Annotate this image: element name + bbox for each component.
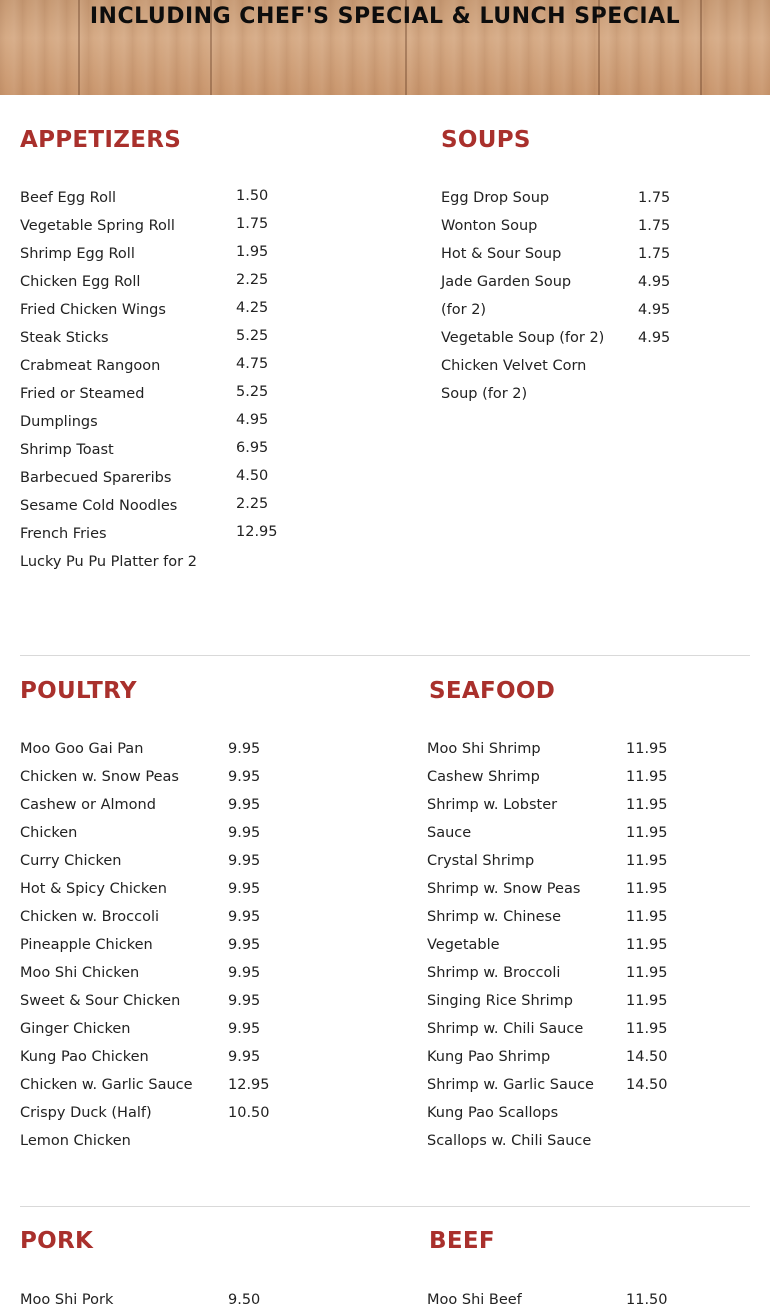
menu-item-name: Cashew or Almond (20, 797, 156, 813)
section-title-pork: PORK (20, 1228, 94, 1254)
menu-item-price: 4.95 (638, 274, 671, 290)
menu-item-name: Shrimp w. Garlic Sauce (427, 1077, 594, 1093)
menu-item-name: Fried or Steamed (20, 386, 145, 402)
menu-item-name: (for 2) (441, 302, 487, 318)
menu-item-name: Ginger Chicken (20, 1021, 131, 1037)
menu-item-name: Kung Pao Shrimp (427, 1049, 551, 1065)
menu-item-price: 9.95 (228, 1049, 261, 1065)
pork-items (20, 1286, 113, 1314)
seafood-items (427, 735, 594, 1155)
menu-item-name: Shrimp Egg Roll (20, 246, 135, 262)
menu-item-price: 9.95 (228, 965, 261, 981)
menu-item-name: Kung Pao Chicken (20, 1049, 149, 1065)
menu-item-name: Crispy Duck (Half) (20, 1105, 152, 1121)
menu-item-price: 1.75 (236, 216, 269, 232)
section-title-seafood: SEAFOOD (429, 678, 556, 704)
seafood-prices (626, 735, 668, 1099)
menu-item-price: 14.50 (626, 1077, 668, 1093)
menu-item-price: 11.95 (626, 881, 668, 897)
menu-item-price: 4.50 (236, 468, 269, 484)
menu-item-price: 9.95 (228, 1021, 261, 1037)
menu-item-price: 11.95 (626, 909, 668, 925)
menu-item-name: Moo Shi Pork (20, 1292, 114, 1308)
menu-item-price: 9.95 (228, 741, 261, 757)
menu-item-price: 12.95 (236, 524, 278, 540)
menu-item-price: 14.50 (626, 1049, 668, 1065)
menu-item-price: 1.95 (236, 244, 269, 260)
menu-item-name: Vegetable Soup (for 2) (441, 330, 605, 346)
menu-item-name: Cashew Shrimp (427, 769, 540, 785)
menu-item-name: Chicken w. Snow Peas (20, 769, 179, 785)
menu-item-price: 11.50 (626, 1292, 668, 1308)
menu-item-name: Vegetable Spring Roll (20, 218, 175, 234)
menu-item-name: Moo Goo Gai Pan (20, 741, 144, 757)
soups-items (441, 184, 604, 408)
menu-item-name: Shrimp w. Lobster (427, 797, 558, 813)
menu-item-price: 5.25 (236, 328, 269, 344)
menu-item-price: 11.95 (626, 797, 668, 813)
menu-item-price: 9.95 (228, 853, 261, 869)
menu-item-name: Pineapple Chicken (20, 937, 153, 953)
menu-item-name: Egg Drop Soup (441, 190, 550, 206)
menu-item-price: 9.50 (228, 1292, 261, 1308)
menu-item-price: 9.95 (228, 825, 261, 841)
menu-item-price: 11.95 (626, 965, 668, 981)
section-title-poultry: POULTRY (20, 678, 137, 704)
menu-item-name: Jade Garden Soup (441, 274, 572, 290)
menu-item-name: Sauce (427, 825, 472, 841)
menu-item-name: Barbecued Spareribs (20, 470, 172, 486)
menu-item-price: 4.25 (236, 300, 269, 316)
menu-item-name: Shrimp w. Chili Sauce (427, 1021, 584, 1037)
menu-item-name: Moo Shi Shrimp (427, 741, 541, 757)
menu-item-price: 11.95 (626, 853, 668, 869)
menu-item-name: Singing Rice Shrimp (427, 993, 573, 1009)
menu-item-price: 1.75 (638, 190, 671, 206)
menu-item-name: Fried Chicken Wings (20, 302, 166, 318)
menu-item-name: Shrimp w. Broccoli (427, 965, 561, 981)
section-divider (20, 1206, 750, 1207)
menu-item-name: Chicken w. Garlic Sauce (20, 1077, 193, 1093)
menu-item-price: 11.95 (626, 993, 668, 1009)
beef-items (427, 1286, 522, 1314)
menu-item-price: 4.95 (638, 302, 671, 318)
menu-item-price: 9.95 (228, 881, 261, 897)
menu-item-price: 12.95 (228, 1077, 270, 1093)
section-divider (20, 655, 750, 656)
section-title-appetizers: APPETIZERS (20, 127, 182, 153)
beef-prices (626, 1286, 668, 1314)
menu-item-price: 11.95 (626, 825, 668, 841)
menu-item-price: 4.95 (638, 330, 671, 346)
menu-item-price: 11.95 (626, 769, 668, 785)
menu-item-price: 9.95 (228, 993, 261, 1009)
menu-item-price: 1.75 (638, 246, 671, 262)
menu-item-name: Wonton Soup (441, 218, 538, 234)
menu-item-name: Kung Pao Scallops (427, 1105, 559, 1121)
menu-item-name: Curry Chicken (20, 853, 122, 869)
menu-item-name: Shrimp w. Snow Peas (427, 881, 581, 897)
menu-item-price: 11.95 (626, 741, 668, 757)
poultry-prices (228, 735, 270, 1127)
menu-item-price: 2.25 (236, 496, 269, 512)
menu-item-name: Shrimp Toast (20, 442, 114, 458)
menu-item-price: 9.95 (228, 937, 261, 953)
pork-prices (228, 1286, 260, 1314)
menu-item-name: Lucky Pu Pu Platter for 2 (20, 554, 197, 570)
menu-item-name: Moo Shi Chicken (20, 965, 140, 981)
menu-item-name: Crystal Shrimp (427, 853, 535, 869)
poultry-items (20, 735, 193, 1155)
menu-item-price: 4.95 (236, 412, 269, 428)
appetizers-items (20, 184, 197, 576)
menu-item-name: Chicken Velvet Corn (441, 358, 587, 374)
menu-item-name: Shrimp w. Chinese (427, 909, 561, 925)
menu-item-price: 10.50 (228, 1105, 270, 1121)
soups-prices (638, 184, 670, 352)
menu-item-price: 9.95 (228, 797, 261, 813)
menu-item-name: Sweet & Sour Chicken (20, 993, 181, 1009)
menu-item-price: 11.95 (626, 1021, 668, 1037)
menu-item-name: Moo Shi Beef (427, 1292, 522, 1308)
wood-banner (0, 0, 770, 95)
section-title-soups: SOUPS (441, 127, 531, 153)
menu-item-price: 1.50 (236, 188, 269, 204)
menu-item-price: 1.75 (638, 218, 671, 234)
menu-item-name: Lemon Chicken (20, 1133, 131, 1149)
menu-item-name: Chicken (20, 825, 78, 841)
banner-title: INCLUDING CHEF'S SPECIAL & LUNCH SPECIAL (89, 4, 681, 29)
section-title-beef: BEEF (429, 1228, 495, 1254)
menu-item-name: Dumplings (20, 414, 98, 430)
menu-item-price: 11.95 (626, 937, 668, 953)
menu-item-name: Soup (for 2) (441, 386, 528, 402)
menu-item-price: 5.25 (236, 384, 269, 400)
menu-item-name: French Fries (20, 526, 107, 542)
menu-item-price: 9.95 (228, 769, 261, 785)
menu-item-name: Hot & Sour Soup (441, 246, 562, 262)
menu-item-name: Chicken Egg Roll (20, 274, 141, 290)
menu-item-price: 9.95 (228, 909, 261, 925)
menu-item-name: Scallops w. Chili Sauce (427, 1133, 592, 1149)
menu-item-name: Crabmeat Rangoon (20, 358, 161, 374)
menu-item-price: 4.75 (236, 356, 269, 372)
appetizers-prices (236, 182, 278, 546)
menu-item-name: Vegetable (427, 937, 500, 953)
menu-item-name: Steak Sticks (20, 330, 109, 346)
menu-item-name: Beef Egg Roll (20, 190, 117, 206)
menu-item-name: Hot & Spicy Chicken (20, 881, 167, 897)
menu-item-price: 6.95 (236, 440, 269, 456)
menu-item-name: Sesame Cold Noodles (20, 498, 178, 514)
menu-item-price: 2.25 (236, 272, 269, 288)
menu-item-name: Chicken w. Broccoli (20, 909, 159, 925)
